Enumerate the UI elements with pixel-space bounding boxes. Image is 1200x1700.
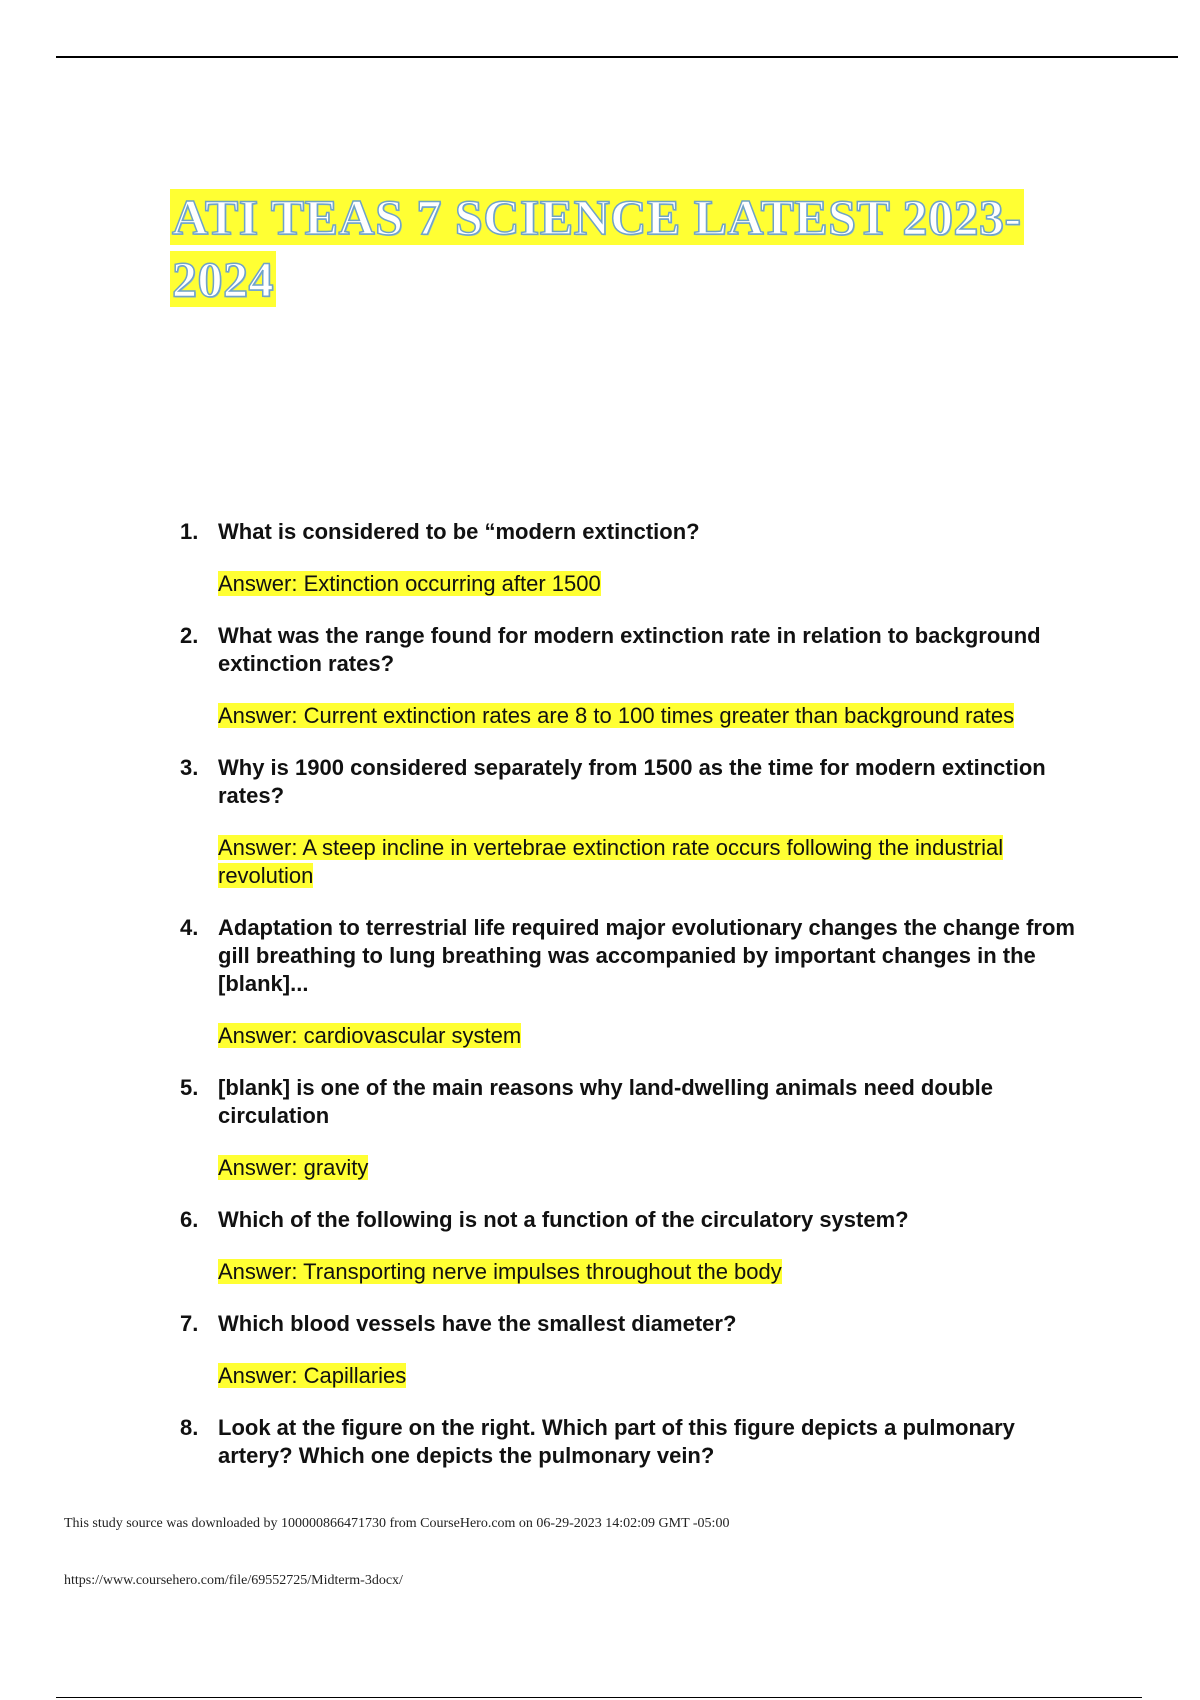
question-item: [170, 622, 1090, 730]
answer-text: [218, 1154, 1090, 1182]
top-rule: [56, 56, 1178, 58]
question-text: Which of the following is not a function of the circulatory system?: [218, 1207, 909, 1232]
answer-text: [218, 834, 1090, 890]
answer-highlight: Answer: gravity: [218, 1155, 369, 1180]
question-number: 2.: [180, 623, 199, 648]
answer-highlight: Answer: Transporting nerve impulses throughout the body: [218, 1259, 782, 1284]
question-item: [170, 1414, 1090, 1470]
answer-highlight: Answer: Extinction occurring after 1500: [218, 571, 601, 596]
question-text: [blank] is one of the main reasons why land-dwelling animals need double circulation: [218, 1075, 994, 1128]
answer-text: [218, 570, 1090, 598]
question-number: 6.: [180, 1207, 199, 1232]
question-number: 4.: [180, 915, 199, 940]
question-list: [170, 518, 1090, 1470]
question-text: Adaptation to terrestrial life required major evolutionary changes the change from gill breathing to lung breathing was accompanied by important changes in the [blank]...: [218, 915, 1075, 996]
question-number: 1.: [180, 519, 199, 544]
bottom-rule: [56, 1697, 1142, 1698]
document-title: [170, 186, 1070, 310]
question-number: 7.: [180, 1311, 199, 1336]
answer-text: [218, 702, 1090, 730]
answer-text: [218, 1362, 1090, 1390]
question-item: [170, 518, 1090, 598]
question-number: 5.: [180, 1075, 199, 1100]
question-item: [170, 1310, 1090, 1390]
answer-highlight: Answer: cardiovascular system: [218, 1023, 522, 1048]
answer-text: [218, 1258, 1090, 1286]
source-url: https://www.coursehero.com/file/69552725/Midterm-3docx/: [64, 1573, 403, 1588]
title-highlight: ATI TEAS 7 SCIENCE LATEST 2023-2024: [172, 189, 1022, 307]
question-number: 3.: [180, 755, 199, 780]
answer-highlight: Answer: A steep incline in vertebrae extinction rate occurs following the industrial revolution: [218, 835, 1004, 888]
question-number: 8.: [180, 1415, 199, 1440]
answer-highlight: Answer: Capillaries: [218, 1363, 407, 1388]
answer-highlight: Answer: Current extinction rates are 8 to 100 times greater than background rates: [218, 703, 1015, 728]
question-item: [170, 1074, 1090, 1182]
question-text: Look at the figure on the right. Which part of this figure depicts a pulmonary artery? Which one depicts the pulmonary vein?: [218, 1415, 1015, 1468]
question-text: What was the range found for modern extinction rate in relation to background extinction rates?: [218, 623, 1041, 676]
question-text: Which blood vessels have the smallest diameter?: [218, 1311, 737, 1336]
question-text: What is considered to be “modern extinction?: [218, 519, 700, 544]
download-source-note: This study source was downloaded by 100000866471730 from CourseHero.com on 06-29-2023 14:02:09 GMT -05:00: [64, 1516, 730, 1531]
question-item: [170, 1206, 1090, 1286]
question-item: [170, 914, 1090, 1050]
question-item: [170, 754, 1090, 890]
question-text: Why is 1900 considered separately from 1500 as the time for modern extinction rates?: [218, 755, 1046, 808]
answer-text: [218, 1022, 1090, 1050]
